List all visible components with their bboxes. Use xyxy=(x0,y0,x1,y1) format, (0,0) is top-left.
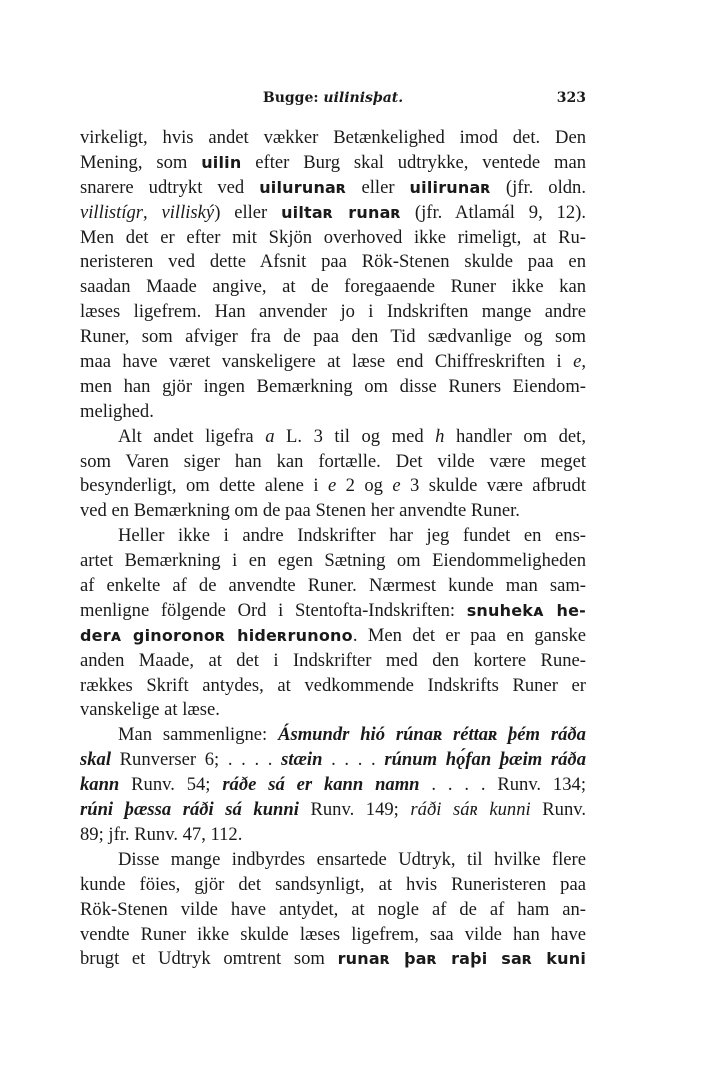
text-line xyxy=(80,723,586,748)
text-line xyxy=(80,325,586,350)
text-line xyxy=(80,549,586,574)
text-line xyxy=(80,499,586,524)
runic-transliteration: uilirunaʀ xyxy=(409,177,491,197)
text-line xyxy=(80,798,586,823)
emphasized-text: h xyxy=(435,425,445,447)
runic-transliteration: runaʀ þaʀ raþi saʀ kuni xyxy=(337,949,586,969)
text-run: Disse mange indbyrdes ensartede Udtryk, til hvilke flere xyxy=(118,848,586,870)
text-run: læses ligefrem. Han anvender jo i Indskriften mange andre xyxy=(80,301,586,323)
page-number: 323 xyxy=(556,90,586,106)
emphasized-text: kann xyxy=(80,774,120,796)
text-run: virkeligt, hvis andet vækker Betænkelighed imod det. Den xyxy=(80,127,586,148)
text-run: saadan Maade angive, at de foregaaende Runer ikke kan xyxy=(80,276,586,298)
text-line xyxy=(80,176,586,201)
text-run: Man sammenligne: xyxy=(118,724,279,746)
text-run: Rök-Stenen vilde have antydet, at nogle af de af ham an- xyxy=(80,898,586,920)
text-line xyxy=(80,599,586,624)
text-run: , xyxy=(143,201,162,223)
text-run: Alt andet ligefra xyxy=(118,425,266,447)
emphasized-text: a xyxy=(265,425,275,447)
running-header xyxy=(80,90,586,116)
running-title-word: uilinisþat. xyxy=(323,90,404,106)
text-run: Runv. 149; xyxy=(298,799,411,821)
runic-transliteration: derᴀ ginoronoʀ hideʀrunono xyxy=(80,625,353,645)
text-run: ) eller xyxy=(214,201,282,223)
text-run: vendte Runer ikke skulde læses ligefrem, saa vilde han have xyxy=(80,923,586,945)
text-run: , xyxy=(581,351,586,373)
text-run: vanskelige at læse. xyxy=(80,699,220,721)
emphasized-text: e xyxy=(573,351,582,373)
emphasized-text: villiský xyxy=(161,201,215,223)
running-title-author: Bugge: xyxy=(262,90,324,106)
text-run: menligne fölgende Ord i Stentofta-Indskriften: xyxy=(80,599,467,621)
text-line xyxy=(80,624,586,649)
text-run: Runverser 6; . . . . xyxy=(111,749,282,771)
text-run: Runv. 54; xyxy=(119,774,223,796)
runic-transliteration: uiltaʀ runaʀ xyxy=(281,202,402,222)
text-line xyxy=(80,126,586,151)
text-line xyxy=(80,474,586,499)
text-line xyxy=(80,425,586,450)
emphasized-text: Ásmundr hió rúnaʀ réttaʀ þém ráða xyxy=(278,724,586,746)
text-run: anden Maade, at det i Indskrifter med den kortere Rune- xyxy=(80,649,586,671)
text-run: . . . . Runv. 134; xyxy=(419,774,586,796)
runic-transliteration: uilurunaʀ xyxy=(259,177,347,197)
text-line xyxy=(80,250,586,275)
emphasized-text: e xyxy=(392,475,401,497)
body-text xyxy=(80,126,586,972)
text-run: Mening, som xyxy=(80,151,202,173)
text-run: af enkelte af de anvendte Runer. Nærmest kunde man sam- xyxy=(80,575,586,597)
text-run: Men det er efter mit Skjön overhoved ikke rimeligt, at Ru- xyxy=(80,226,586,248)
text-line xyxy=(80,450,586,475)
text-run: (jfr. oldn. xyxy=(490,176,586,198)
emphasized-text: rúni þæssa ráði sá kunni xyxy=(80,799,299,821)
text-line xyxy=(80,201,586,226)
runic-transliteration: snuhekᴀ he- xyxy=(466,600,586,620)
text-run: L. 3 til og med xyxy=(274,425,436,447)
text-line xyxy=(80,226,586,251)
text-line xyxy=(80,649,586,674)
emphasized-text: ráði sáʀ kunni xyxy=(410,799,531,821)
text-line xyxy=(80,400,586,425)
text-line xyxy=(80,350,586,375)
text-run: Runv. xyxy=(530,799,586,821)
text-run: maa have været vanskeligere at læse end Chiffreskriften i xyxy=(80,351,574,373)
text-run: besynderligt, om dette alene i xyxy=(80,475,328,497)
text-line xyxy=(80,873,586,898)
text-run: men han gjör ingen Bemærkning om disse Runers Eiendom- xyxy=(80,375,586,397)
text-line xyxy=(80,898,586,923)
text-run: Runer, som afviger fra de paa den Tid sædvanlige og som xyxy=(80,326,586,348)
text-run: kunde föies, gjör det sandsynligt, at hvis Runeristeren paa xyxy=(80,873,586,895)
text-run: handler om det, xyxy=(444,425,586,447)
emphasized-text: villistígr xyxy=(80,201,144,223)
text-run: . Men det er paa en ganske xyxy=(352,624,586,646)
text-run: 2 og xyxy=(336,475,393,497)
text-run: (jfr. Atlamál 9, 12). xyxy=(401,201,586,223)
text-line xyxy=(80,151,586,176)
text-run: 89; jfr. Runv. 47, 112. xyxy=(80,823,243,845)
text-run: brugt et Udtryk omtrent som xyxy=(80,948,338,970)
text-line xyxy=(80,375,586,400)
text-line xyxy=(80,773,586,798)
text-line xyxy=(80,848,586,873)
text-run: som Varen siger han kan fortælle. Det vilde være meget xyxy=(80,450,586,472)
text-line xyxy=(80,923,586,948)
text-line xyxy=(80,947,586,972)
text-run: efter Burg skal udtrykke, ventede man xyxy=(241,151,586,173)
text-line xyxy=(80,524,586,549)
text-line xyxy=(80,823,586,848)
text-run: . . . . xyxy=(322,749,385,771)
text-line xyxy=(80,698,586,723)
text-run: artet Bemærkning i en egen Sætning om Eiendommeligheden xyxy=(80,550,586,572)
text-run: rækkes Skrift antydes, at vedkommende Indskrifts Runer er xyxy=(80,674,586,696)
text-line xyxy=(80,574,586,599)
running-title xyxy=(80,90,586,106)
emphasized-text: e xyxy=(327,475,337,497)
emphasized-text: ráðe sá er kann namn xyxy=(222,774,420,796)
text-line xyxy=(80,748,586,773)
text-line xyxy=(80,275,586,300)
text-run: Heller ikke i andre Indskrifter har jeg fundet en ens- xyxy=(118,525,586,547)
runic-transliteration: uilin xyxy=(201,152,242,172)
emphasized-text: skal xyxy=(80,749,111,771)
book-page xyxy=(80,90,586,972)
text-run: eller xyxy=(346,176,410,198)
text-run: snarere udtrykt ved xyxy=(80,176,260,198)
text-line xyxy=(80,674,586,699)
text-line xyxy=(80,300,586,325)
emphasized-text: stæin xyxy=(281,749,323,771)
text-run: ved en Bemærkning om de paa Stenen her anvendte Runer. xyxy=(80,500,520,522)
text-run: melighed. xyxy=(80,400,154,422)
text-run: neristeren ved dette Afsnit paa Rök-Stenen skulde paa en xyxy=(80,251,586,273)
emphasized-text: rúnum hǫ́fan þæim ráða xyxy=(384,749,586,771)
text-run: 3 skulde være afbrudt xyxy=(400,475,586,497)
